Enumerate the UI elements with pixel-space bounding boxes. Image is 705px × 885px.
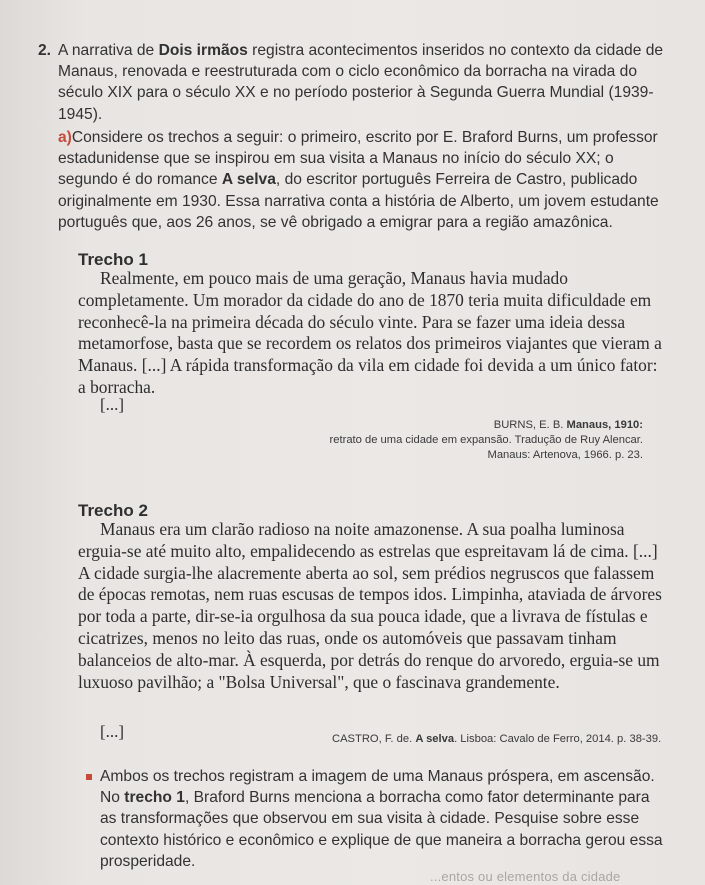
item-a-text-1: Considere os trechos a seguir: o primeiro, escrito por E. Braford Burns, um professor estadunidense que se inspirou em sua visita a Manaus no início do século XX; o segundo é do romance xyxy=(58,129,658,189)
item-a-label: a) xyxy=(58,129,72,146)
book-title-dois-irmaos: Dois irmãos xyxy=(158,42,248,59)
trecho-2-heading: Trecho 2 xyxy=(78,501,148,520)
trecho-1-citation xyxy=(330,418,643,463)
trecho-2-text: Manaus era um clarão radioso na noite amazonense. A sua poalha luminosa erguia-se até muito alto, empalidecendo as estrelas que espreitavam lá de cima. [...] A cidade surgia-lhe alacremente aberta ao sol, sem prédios negruscos que falassem de épocas remotas, nem ruas escusas de tempos idos. Limpinha, ataviada de árvores por toda a parte, dir-se-ia orgulhosa da sua pouca idade, que a livrava de fístulas e cicatrizes, menos no leito das ruas, onde os automóveis que passavam tinham balanceios de alto-mar. À esquerda, por detrás do renque do arvoredo, erguia-se um luxuoso pavilhão; a "Bolsa Universal", que o fascinava grandemente. xyxy=(78,519,662,692)
bullet-square-icon xyxy=(86,774,92,780)
bullet-text-1: Ambos os trechos registram a imagem de uma Manaus próspera, em ascensão. No xyxy=(100,768,655,807)
trecho-1-text: Realmente, em pouco mais de uma geração, Manaus havia mudado completamente. Um morador da cidade do ano de 1870 teria muita dificuldade em reconhecê-la na primeira década do século vinte. Para se fazer uma ideia dessa metamorfose, basta que se recordem os relatos dos primeiros viajantes que vieram a Manaus. [...] A rápida transformação da vila em cidade foi devida a um único fator: a borracha. xyxy=(78,268,662,397)
question-2 xyxy=(38,40,670,125)
bullet-task xyxy=(100,766,670,872)
trecho-1-heading: Trecho 1 xyxy=(78,250,148,269)
book-title-a-selva: A selva xyxy=(221,171,276,189)
citation-2-publisher: . Lisboa: Cavalo de Ferro, 2014. p. 38-39. xyxy=(454,733,662,745)
question-intro-text-1: A narrativa de xyxy=(58,42,159,59)
citation-2-title: A selva xyxy=(415,733,455,745)
citation-1-author: BURNS, E. B. xyxy=(493,419,567,431)
citation-1-line-2: retrato de uma cidade em expansão. Tradução de Ruy Alencar. xyxy=(329,434,643,446)
item-a xyxy=(58,127,670,233)
bullet-bold-trecho-1: trecho 1 xyxy=(124,789,185,807)
citation-1-line-1 xyxy=(330,418,643,433)
citation-1-line-3: Manaus: Artenova, 1966. p. 23. xyxy=(487,449,643,461)
bullet-text-2: , Braford Burns menciona a borracha como fator determinante para as transformações que observou em sua visita à cidade. Pesquise sobre esse contexto histórico e econômico e explique de que maneira a borracha gerou essa prosperidade. xyxy=(100,789,663,870)
question-intro-text-2: registra acontecimentos inseridos no contexto da cidade de Manaus, renovada e reestruturada com o ciclo econômico da borracha na virada do século XIX para o século XX e no período posterior à Segunda Guerra Mundial (1939-1945). xyxy=(58,42,664,123)
trecho-2-citation xyxy=(332,733,661,745)
footer-cutoff-text: ...entos ou elementos da cidade xyxy=(430,869,621,884)
trecho-1-ellipsis: [...] xyxy=(100,395,125,414)
citation-2-author: CASTRO, F. de. xyxy=(332,733,416,745)
question-intro xyxy=(58,40,670,125)
trecho-2-ellipsis: [...] xyxy=(100,722,125,741)
item-a-text-2: , do escritor português Ferreira de Castro, publicado originalmente em 1930. Essa narrativa conta a história de Alberto, um jovem estudante português que, aos 26 anos, se vê obrigado a emigrar para a região amazônica. xyxy=(58,171,659,231)
citation-1-title: Manaus, 1910: xyxy=(566,419,643,431)
question-number: 2. xyxy=(38,42,52,59)
